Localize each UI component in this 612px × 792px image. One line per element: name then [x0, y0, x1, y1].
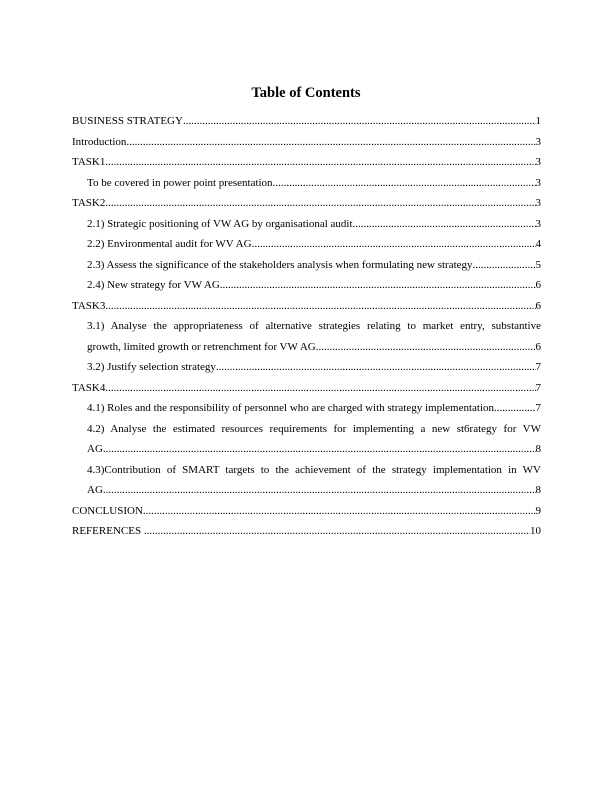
toc-entry-label: AG [87, 443, 103, 455]
toc-page-number: 8 [535, 443, 541, 455]
toc-entry-introduction[interactable] [72, 132, 541, 153]
toc-entry-label-line1: 4.3)Contribution of SMART targets to the achievement of the strategy implementation in WV [87, 463, 541, 476]
toc-page-number: 7 [535, 361, 541, 373]
toc-entry-conclusion[interactable] [72, 501, 541, 522]
toc-page-number: 3 [535, 135, 541, 148]
toc-entry-task1[interactable] [72, 152, 541, 173]
dot-leader [473, 255, 536, 276]
toc-entry-label: Introduction [72, 135, 127, 148]
toc-entry-label: 2.1) Strategic positioning of VW AG by organisational audit [87, 217, 353, 230]
dot-leader [216, 357, 536, 378]
toc-page-number: 3 [535, 176, 541, 189]
dot-leader [220, 275, 536, 296]
toc-page-number: 9 [535, 504, 541, 517]
toc-entry-task3[interactable] [72, 296, 541, 317]
toc-page-number: 3 [535, 197, 541, 209]
toc-page-number: 4 [535, 238, 541, 250]
toc-page-number: 1 [535, 115, 541, 127]
dot-leader [105, 193, 535, 214]
toc-page-number: 6 [535, 299, 541, 312]
dot-leader [252, 234, 536, 255]
toc-entry-power-point[interactable] [72, 173, 541, 194]
toc-entry-2-3[interactable] [72, 255, 541, 276]
toc-entry-label: 3.2) Justify selection strategy [87, 361, 216, 373]
toc-entry-label-line1: 3.1) Analyse the appropriateness of alternative strategies relating to market entry, substantive [87, 320, 541, 332]
toc-entry-4-2[interactable] [72, 419, 541, 460]
toc-entry-task2[interactable] [72, 193, 541, 214]
dot-leader [126, 132, 535, 153]
toc-entry-business-strategy[interactable] [72, 111, 541, 132]
toc-page-number: 3 [535, 217, 541, 230]
dot-leader [273, 173, 536, 194]
toc-page-number: 6 [535, 279, 541, 291]
toc-entry-label: To be covered in power point presentation [87, 176, 273, 189]
toc-entry-label: CONCLUSION [72, 504, 143, 517]
dot-leader [183, 111, 536, 132]
toc-entry-3-2[interactable] [72, 357, 541, 378]
toc-page-number: 10 [530, 525, 541, 537]
toc-entry-label: REFERENCES [72, 525, 144, 537]
toc-entry-label: TASK1 [72, 156, 106, 168]
toc-entry-4-3[interactable] [72, 460, 541, 501]
dot-leader [105, 378, 535, 399]
dot-leader [497, 398, 536, 419]
table-of-contents [72, 111, 541, 542]
dot-leader [105, 296, 535, 317]
toc-entry-label-line1: 4.2) Analyse the estimated resources requirements for implementing a new st6rategy for VW [87, 422, 541, 435]
toc-entry-2-4[interactable] [72, 275, 541, 296]
toc-page-number: 7 [535, 402, 541, 414]
toc-entry-label: TASK2 [72, 197, 106, 209]
toc-entry-label: growth, limited growth or retrenchment for VW AG [87, 340, 316, 353]
toc-entry-references[interactable] [72, 521, 541, 542]
toc-entry-2-2[interactable] [72, 234, 541, 255]
dot-leader [316, 337, 536, 358]
dot-leader [143, 501, 536, 522]
toc-entry-label: TASK4 [72, 381, 106, 394]
dot-leader [353, 214, 536, 235]
dot-leader [103, 439, 536, 460]
toc-entry-label: BUSINESS STRATEGY [72, 115, 183, 127]
toc-entry-label: 2.3) Assess the significance of the stakeholders analysis when formulating new strategy [87, 258, 473, 271]
dot-leader [144, 521, 530, 542]
toc-page-number: 7 [535, 381, 541, 394]
toc-page-number: 6 [535, 340, 541, 353]
toc-title: Table of Contents [251, 85, 361, 101]
toc-entry-label: TASK3 [72, 299, 106, 312]
dot-leader [105, 152, 535, 173]
toc-entry-task4[interactable] [72, 378, 541, 399]
toc-page-number: 8 [535, 484, 541, 496]
toc-page-number: 5 [535, 258, 541, 271]
toc-entry-label: 2.2) Environmental audit for WV AG [87, 238, 252, 250]
toc-entry-label: AG [87, 484, 103, 496]
toc-entry-4-1[interactable] [72, 398, 541, 419]
toc-page-number: 3 [535, 156, 541, 168]
toc-entry-label: 4.1) Roles and the responsibility of personnel who are charged with strategy implementation. [87, 402, 497, 414]
toc-entry-2-1[interactable] [72, 214, 541, 235]
toc-entry-label: 2.4) New strategy for VW AG [87, 279, 220, 291]
dot-leader [103, 480, 536, 501]
toc-entry-3-1[interactable] [72, 316, 541, 357]
